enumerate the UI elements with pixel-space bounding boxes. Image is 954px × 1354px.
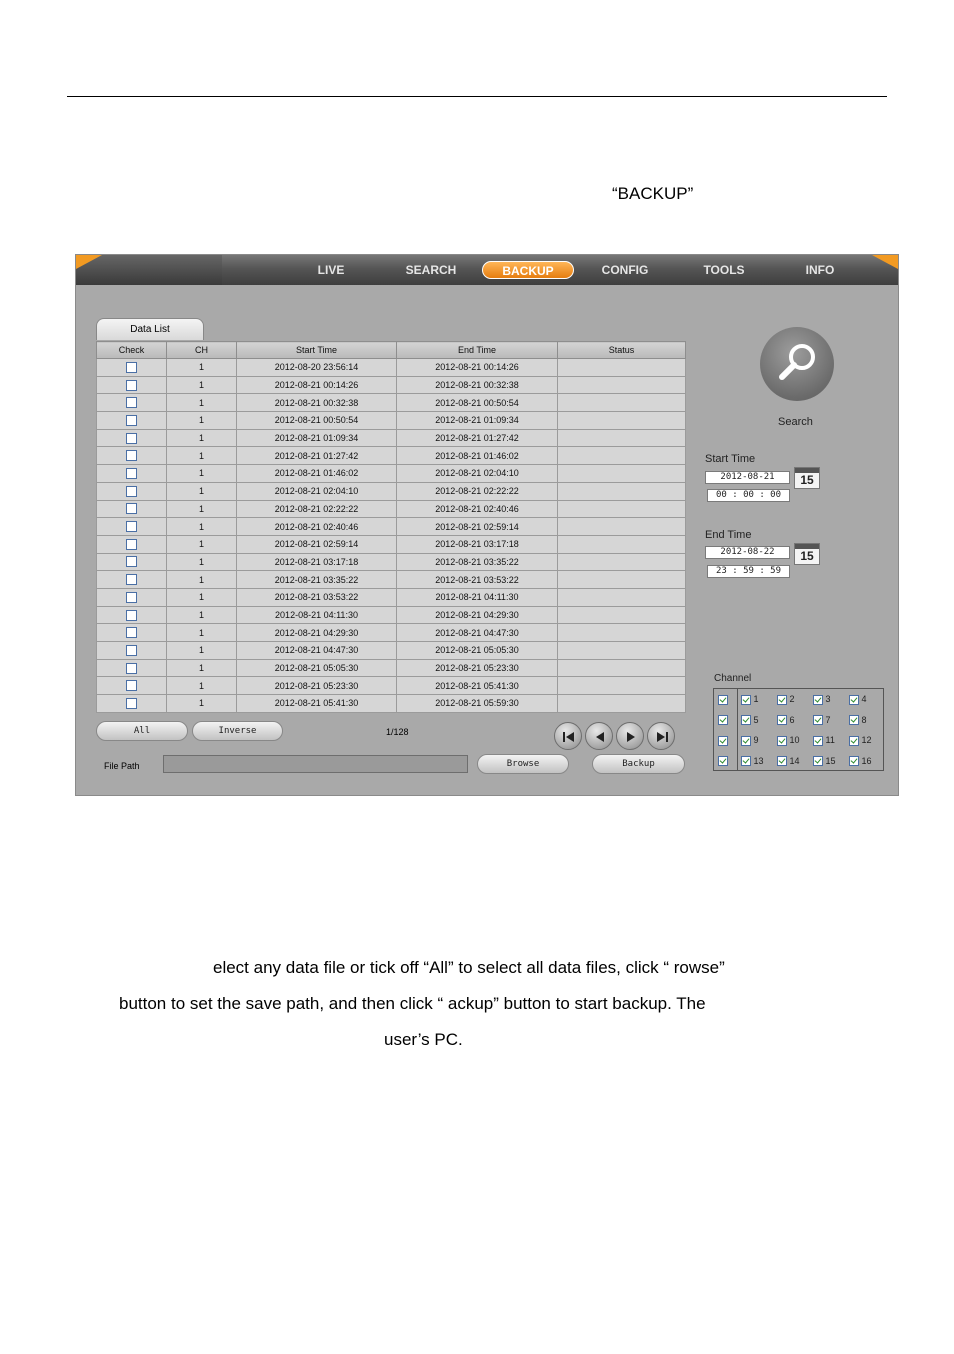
table-row[interactable] — [97, 606, 686, 624]
row-checkbox[interactable] — [126, 415, 137, 426]
file-path-input[interactable] — [163, 755, 468, 773]
end-calendar-button[interactable] — [794, 543, 820, 565]
start-time-field[interactable]: 00 : 00 : 00 — [707, 489, 790, 502]
table-row[interactable] — [97, 659, 686, 677]
table-row[interactable] — [97, 359, 686, 377]
end-time-label: End Time — [705, 529, 752, 541]
instruction-paragraph — [119, 950, 882, 1058]
next-page-button[interactable] — [616, 722, 644, 750]
row-checkbox-cell[interactable] — [97, 412, 167, 430]
backup-window — [75, 254, 899, 796]
row-checkbox-cell[interactable] — [97, 359, 167, 377]
checkbox-checked-icon — [718, 736, 728, 746]
row-checkbox-cell[interactable] — [97, 588, 167, 606]
table-row[interactable] — [97, 535, 686, 553]
channel-label: Channel — [714, 673, 752, 684]
cell-end-time: 2012-08-21 01:46:02 — [397, 447, 558, 465]
checkbox-checked-icon — [777, 715, 787, 725]
cell-start-time: 2012-08-21 01:27:42 — [237, 447, 397, 465]
table-row[interactable] — [97, 500, 686, 518]
row-checkbox[interactable] — [126, 539, 137, 550]
cell-end-time: 2012-08-21 00:50:54 — [397, 394, 558, 412]
table-row[interactable] — [97, 394, 686, 412]
cell-start-time: 2012-08-21 05:41:30 — [237, 695, 397, 713]
first-page-button[interactable] — [554, 722, 582, 750]
last-page-icon — [654, 729, 670, 745]
backup-button[interactable]: Backup — [592, 754, 685, 774]
row-checkbox-cell[interactable] — [97, 606, 167, 624]
search-label: Search — [778, 416, 813, 428]
table-row[interactable] — [97, 695, 686, 713]
table-row[interactable] — [97, 429, 686, 447]
end-time-field[interactable]: 23 : 59 : 59 — [707, 565, 790, 578]
row-checkbox-cell[interactable] — [97, 677, 167, 695]
checkbox-checked-icon — [741, 715, 751, 725]
magnifier-icon — [760, 327, 834, 401]
cell-ch: 1 — [167, 588, 237, 606]
cell-status — [558, 642, 686, 660]
cell-end-time: 2012-08-21 00:14:26 — [397, 359, 558, 377]
cell-start-time: 2012-08-21 02:59:14 — [237, 535, 397, 553]
cell-end-time: 2012-08-21 02:22:22 — [397, 482, 558, 500]
cell-ch: 1 — [167, 571, 237, 589]
cell-ch: 1 — [167, 447, 237, 465]
row-checkbox[interactable] — [126, 521, 137, 532]
cell-status — [558, 553, 686, 571]
table-row[interactable] — [97, 553, 686, 571]
table-row[interactable] — [97, 447, 686, 465]
channel-row-checkbox[interactable] — [718, 735, 728, 746]
cell-ch: 1 — [167, 606, 237, 624]
cell-status — [558, 482, 686, 500]
row-checkbox-cell[interactable] — [97, 535, 167, 553]
row-checkbox[interactable] — [126, 680, 137, 691]
row-checkbox[interactable] — [126, 627, 137, 638]
checkbox-checked-icon — [813, 695, 823, 705]
cell-ch: 1 — [167, 624, 237, 642]
column-header: Status — [558, 342, 686, 359]
cell-start-time: 2012-08-21 04:11:30 — [237, 606, 397, 624]
channel-checkbox[interactable] — [741, 715, 759, 726]
row-checkbox-cell[interactable] — [97, 447, 167, 465]
table-row[interactable] — [97, 518, 686, 536]
channel-number: 4 — [861, 694, 867, 704]
checkbox-checked-icon — [849, 736, 859, 746]
cell-status — [558, 394, 686, 412]
channel-number: 16 — [861, 755, 872, 766]
cell-ch: 1 — [167, 518, 237, 536]
channel-number: 5 — [753, 714, 759, 725]
cell-end-time: 2012-08-21 01:27:42 — [397, 429, 558, 447]
cell-ch: 1 — [167, 695, 237, 713]
tab-config[interactable]: CONFIG — [601, 263, 649, 277]
cell-status — [558, 535, 686, 553]
cell-end-time: 2012-08-21 03:53:22 — [397, 571, 558, 589]
checkbox-checked-icon — [777, 695, 787, 705]
row-checkbox-cell[interactable] — [97, 553, 167, 571]
cell-start-time: 2012-08-21 04:29:30 — [237, 624, 397, 642]
cell-end-time: 2012-08-21 02:04:10 — [397, 465, 558, 483]
cell-end-time: 2012-08-21 03:17:18 — [397, 535, 558, 553]
cell-status — [558, 412, 686, 430]
cell-ch: 1 — [167, 642, 237, 660]
channel-number: 15 — [825, 755, 836, 766]
cell-end-time: 2012-08-21 05:05:30 — [397, 642, 558, 660]
cell-start-time: 2012-08-21 03:35:22 — [237, 571, 397, 589]
row-checkbox[interactable] — [126, 610, 137, 621]
tab-data-list[interactable]: Data List — [96, 318, 204, 340]
paragraph-line: elect any data file or tick off “All” to select all data files, click “ rowse” — [213, 958, 725, 977]
cell-ch: 1 — [167, 394, 237, 412]
paragraph-line: button to set the save path, and then click “ ackup” button to start backup. The — [119, 994, 706, 1013]
table-row[interactable] — [97, 677, 686, 695]
channel-checkbox[interactable] — [849, 756, 872, 767]
cell-start-time: 2012-08-21 02:04:10 — [237, 482, 397, 500]
cell-end-time: 2012-08-21 05:41:30 — [397, 677, 558, 695]
cell-end-time: 2012-08-21 03:35:22 — [397, 553, 558, 571]
calendar-day: 15 — [800, 549, 814, 563]
channel-checkbox[interactable] — [741, 735, 759, 746]
checkbox-checked-icon — [849, 756, 859, 766]
cell-end-time: 2012-08-21 04:47:30 — [397, 624, 558, 642]
tab-live[interactable]: LIVE — [317, 263, 345, 277]
checkbox-checked-icon — [777, 736, 787, 746]
channel-checkbox[interactable] — [741, 694, 759, 705]
table-header-row — [97, 342, 686, 359]
cell-ch: 1 — [167, 376, 237, 394]
checkbox-checked-icon — [741, 695, 751, 705]
checkbox-checked-icon — [849, 715, 859, 725]
cell-end-time: 2012-08-21 02:40:46 — [397, 500, 558, 518]
cell-start-time: 2012-08-21 05:23:30 — [237, 677, 397, 695]
cell-start-time: 2012-08-21 03:53:22 — [237, 588, 397, 606]
cell-ch: 1 — [167, 359, 237, 377]
inverse-button[interactable]: Inverse — [192, 721, 283, 741]
data-list-table — [96, 341, 686, 713]
row-checkbox[interactable] — [126, 397, 137, 408]
row-checkbox-cell[interactable] — [97, 624, 167, 642]
cell-status — [558, 359, 686, 377]
channel-number: 2 — [789, 694, 795, 704]
browse-button[interactable]: Browse — [477, 754, 569, 774]
file-path-label: File Path — [104, 761, 140, 771]
checkbox-checked-icon — [813, 715, 823, 725]
cell-status — [558, 624, 686, 642]
cell-status — [558, 695, 686, 713]
corner-accent-left — [76, 255, 102, 269]
cell-end-time: 2012-08-21 04:11:30 — [397, 588, 558, 606]
cell-ch: 1 — [167, 535, 237, 553]
tab-info[interactable]: INFO — [805, 263, 835, 277]
channel-row-checkbox[interactable] — [718, 694, 728, 705]
table-row[interactable] — [97, 465, 686, 483]
cell-start-time: 2012-08-21 00:50:54 — [237, 412, 397, 430]
channel-number: 1 — [753, 694, 759, 704]
row-checkbox[interactable] — [126, 592, 137, 603]
row-checkbox[interactable] — [126, 486, 137, 497]
channel-number: 14 — [789, 755, 800, 766]
channel-number: 8 — [861, 714, 867, 725]
search-button[interactable] — [760, 327, 834, 401]
cell-status — [558, 518, 686, 536]
cell-status — [558, 677, 686, 695]
row-checkbox-cell[interactable] — [97, 394, 167, 412]
table-row[interactable] — [97, 624, 686, 642]
channel-number: 10 — [789, 735, 800, 745]
table-row[interactable] — [97, 412, 686, 430]
channel-checkbox[interactable] — [849, 694, 867, 705]
channel-checkbox[interactable] — [813, 715, 831, 726]
row-checkbox[interactable] — [126, 450, 137, 461]
channel-row-checkbox[interactable] — [718, 715, 728, 726]
channel-checkbox[interactable] — [777, 694, 795, 705]
column-header: Start Time — [237, 342, 397, 359]
page-indicator: 1/128 — [386, 727, 409, 737]
cell-start-time: 2012-08-21 05:05:30 — [237, 659, 397, 677]
table-row[interactable] — [97, 482, 686, 500]
row-checkbox-cell[interactable] — [97, 518, 167, 536]
channel-panel — [713, 688, 884, 771]
channel-checkbox[interactable] — [849, 715, 867, 726]
cell-end-time: 2012-08-21 01:09:34 — [397, 412, 558, 430]
all-button[interactable]: All — [96, 721, 188, 741]
cell-status — [558, 588, 686, 606]
channel-number: 12 — [861, 735, 872, 745]
channel-number: 13 — [753, 755, 764, 766]
cell-start-time: 2012-08-21 01:09:34 — [237, 429, 397, 447]
tab-tools[interactable]: TOOLS — [703, 263, 745, 277]
cell-end-time: 2012-08-21 04:29:30 — [397, 606, 558, 624]
start-calendar-button[interactable] — [794, 467, 820, 489]
cell-ch: 1 — [167, 482, 237, 500]
table-row[interactable] — [97, 376, 686, 394]
cell-status — [558, 500, 686, 518]
paragraph-line: user’s PC. — [384, 1030, 463, 1049]
channel-number: 11 — [825, 735, 835, 745]
row-checkbox[interactable] — [126, 433, 137, 444]
checkbox-checked-icon — [849, 695, 859, 705]
checkbox-checked-icon — [741, 736, 751, 746]
tab-backup[interactable]: BACKUP — [482, 261, 574, 279]
row-checkbox-cell[interactable] — [97, 429, 167, 447]
checkbox-checked-icon — [741, 756, 751, 766]
cell-status — [558, 376, 686, 394]
cell-end-time: 2012-08-21 05:23:30 — [397, 659, 558, 677]
cell-status — [558, 429, 686, 447]
checkbox-checked-icon — [813, 736, 823, 746]
prev-page-button[interactable] — [585, 722, 613, 750]
cell-status — [558, 571, 686, 589]
cell-start-time: 2012-08-21 02:40:46 — [237, 518, 397, 536]
cell-end-time: 2012-08-21 05:59:30 — [397, 695, 558, 713]
channel-checkbox[interactable] — [813, 756, 836, 767]
checkbox-checked-icon — [718, 715, 728, 725]
last-page-button[interactable] — [647, 722, 675, 750]
cell-end-time: 2012-08-21 00:32:38 — [397, 376, 558, 394]
first-page-icon — [561, 729, 577, 745]
channel-checkbox[interactable] — [777, 756, 800, 767]
cell-status — [558, 659, 686, 677]
checkbox-checked-icon — [777, 756, 787, 766]
cell-start-time: 2012-08-21 03:17:18 — [237, 553, 397, 571]
cell-start-time: 2012-08-21 01:46:02 — [237, 465, 397, 483]
row-checkbox[interactable] — [126, 663, 137, 674]
cell-ch: 1 — [167, 659, 237, 677]
cell-start-time: 2012-08-21 00:32:38 — [237, 394, 397, 412]
channel-number: 6 — [789, 714, 795, 725]
channel-divider — [737, 689, 738, 770]
row-checkbox[interactable] — [126, 645, 137, 656]
cell-start-time: 2012-08-21 00:14:26 — [237, 376, 397, 394]
row-checkbox[interactable] — [126, 468, 137, 479]
cell-ch: 1 — [167, 677, 237, 695]
backup-quote: “BACKUP” — [612, 184, 694, 203]
next-page-icon — [623, 729, 639, 745]
channel-number: 3 — [825, 694, 831, 704]
row-checkbox[interactable] — [126, 503, 137, 514]
row-checkbox-cell[interactable] — [97, 500, 167, 518]
channel-checkbox[interactable] — [741, 756, 764, 767]
channel-checkbox[interactable] — [777, 715, 795, 726]
channel-checkbox[interactable] — [813, 735, 835, 746]
channel-row-checkbox[interactable] — [718, 756, 728, 767]
cell-start-time: 2012-08-21 02:22:22 — [237, 500, 397, 518]
cell-ch: 1 — [167, 412, 237, 430]
header-rule — [67, 96, 887, 97]
row-checkbox-cell[interactable] — [97, 642, 167, 660]
checkbox-checked-icon — [718, 756, 728, 766]
corner-accent-right — [872, 255, 898, 269]
end-date-field[interactable]: 2012-08-22 — [705, 546, 790, 559]
row-checkbox[interactable] — [126, 362, 137, 373]
cell-end-time: 2012-08-21 02:59:14 — [397, 518, 558, 536]
tab-search[interactable]: SEARCH — [405, 263, 457, 277]
table-row[interactable] — [97, 571, 686, 589]
cell-start-time: 2012-08-21 04:47:30 — [237, 642, 397, 660]
checkbox-checked-icon — [718, 695, 728, 705]
calendar-day: 15 — [800, 473, 814, 487]
column-header: Check — [97, 342, 167, 359]
row-checkbox-cell[interactable] — [97, 571, 167, 589]
row-checkbox-cell[interactable] — [97, 695, 167, 713]
cell-ch: 1 — [167, 465, 237, 483]
row-checkbox-cell[interactable] — [97, 376, 167, 394]
row-checkbox-cell[interactable] — [97, 482, 167, 500]
cell-status — [558, 465, 686, 483]
top-nav-bar — [76, 255, 898, 285]
start-time-label: Start Time — [705, 453, 756, 465]
cell-ch: 1 — [167, 429, 237, 447]
cell-status — [558, 447, 686, 465]
channel-checkbox[interactable] — [813, 694, 831, 705]
table-row[interactable] — [97, 642, 686, 660]
channel-number: 9 — [753, 735, 759, 745]
row-checkbox[interactable] — [126, 380, 137, 391]
cell-start-time: 2012-08-20 23:56:14 — [237, 359, 397, 377]
column-header: CH — [167, 342, 237, 359]
table-row[interactable] — [97, 588, 686, 606]
channel-number: 7 — [825, 714, 831, 725]
cell-ch: 1 — [167, 553, 237, 571]
row-checkbox[interactable] — [126, 556, 137, 567]
checkbox-checked-icon — [813, 756, 823, 766]
row-checkbox[interactable] — [126, 574, 137, 585]
column-header: End Time — [397, 342, 558, 359]
row-checkbox-cell[interactable] — [97, 659, 167, 677]
row-checkbox[interactable] — [126, 698, 137, 709]
channel-checkbox[interactable] — [777, 735, 800, 746]
cell-status — [558, 606, 686, 624]
prev-page-icon — [592, 729, 608, 745]
start-date-field[interactable]: 2012-08-21 — [705, 471, 790, 484]
channel-checkbox[interactable] — [849, 735, 872, 746]
cell-ch: 1 — [167, 500, 237, 518]
row-checkbox-cell[interactable] — [97, 465, 167, 483]
